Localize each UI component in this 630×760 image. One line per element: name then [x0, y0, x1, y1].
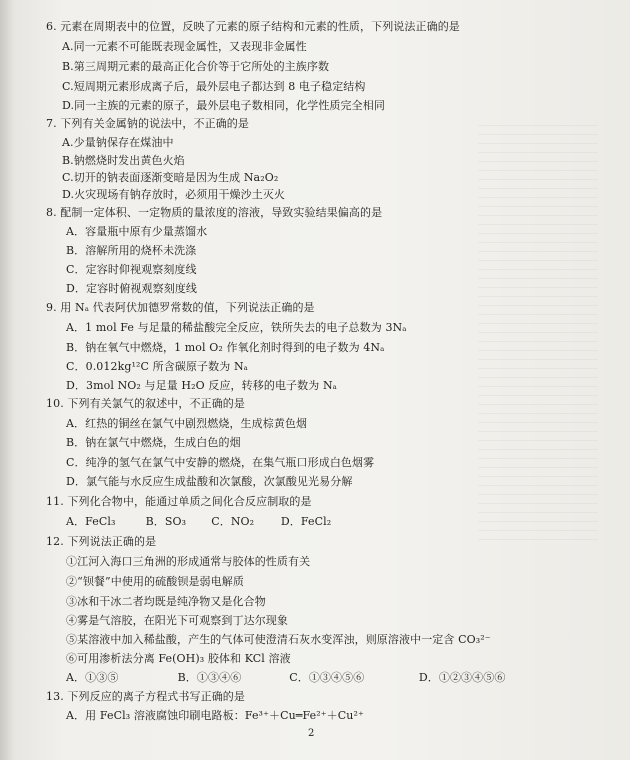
- question-6-option-a: A.同一元素不可能既表现金属性，又表现非金属性: [62, 40, 307, 53]
- question-6-stem: 6. 元素在周期表中的位置，反映了元素的原子结构和元素的性质，下列说法正确的是: [46, 20, 460, 33]
- question-11-option-b: B．SO₃: [145, 515, 187, 528]
- question-12-option-c: C．①③④⑤⑥: [289, 671, 365, 684]
- question-7-option-a: A.少量钠保存在煤油中: [62, 136, 174, 149]
- page-number: 2: [308, 728, 315, 739]
- question-9-option-d: D．3mol NO₂ 与足量 H₂O 反应，转移的电子数为 Nₐ: [66, 379, 338, 392]
- question-8-option-a: A．容量瓶中原有少量蒸馏水: [66, 225, 208, 238]
- question-10-option-b: B．钠在氯气中燃烧，生成白色的烟: [66, 436, 241, 449]
- question-10-option-c: C．纯净的氢气在氯气中安静的燃烧，在集气瓶口形成白色烟雾: [66, 456, 375, 469]
- question-12-options: [66, 671, 505, 685]
- question-8-option-b: B．溶解所用的烧杯未洗涤: [66, 244, 197, 257]
- question-6-option-b: B.第三周期元素的最高正化合价等于它所处的主族序数: [62, 60, 330, 73]
- question-8-stem: 8. 配制一定体积、一定物质的量浓度的溶液，导致实验结果偏高的是: [46, 206, 383, 219]
- question-12-statement-1: ①江河入海口三角洲的形成通常与胶体的性质有关: [66, 555, 311, 568]
- question-12-option-a: A．①③⑤: [66, 671, 119, 684]
- question-12-option-d: D．①②③④⑤⑥: [418, 671, 506, 684]
- question-12-option-b: B．①③④⑥: [177, 671, 242, 684]
- question-11-option-d: D．FeCl₂: [280, 515, 332, 528]
- question-10-option-a: A．红热的铜丝在氯气中剧烈燃烧，生成棕黄色烟: [66, 417, 308, 430]
- question-9-stem: 9. 用 Nₐ 代表阿伏加德罗常数的值，下列说法正确的是: [46, 301, 315, 314]
- question-9-option-c: C．0.012kg¹²C 所含碳原子数为 Nₐ: [66, 360, 249, 373]
- question-11-options: [66, 515, 331, 529]
- question-7-stem: 7. 下列有关金属钠的说法中，不正确的是: [46, 117, 249, 130]
- question-13-stem: 13. 下列反应的离子方程式书写正确的是: [46, 690, 245, 703]
- question-8-option-c: C．定容时仰视观察刻度线: [66, 263, 197, 276]
- question-12-statement-5: ⑤某溶液中加入稀盐酸，产生的气体可使澄清石灰水变浑浊，则原溶液中一定含 CO₃²⁻: [66, 633, 491, 646]
- question-10-option-d: D．氯气能与水反应生成盐酸和次氯酸，次氯酸见光易分解: [66, 475, 353, 488]
- question-11-option-c: C．NO₂: [211, 515, 255, 528]
- question-12-stem: 12. 下列说法正确的是: [46, 535, 157, 548]
- question-7-option-b: B.钠燃烧时发出黄色火焰: [62, 154, 185, 167]
- question-12-statement-3: ③冰和干冰二者均既是纯净物又是化合物: [66, 595, 266, 608]
- question-12-statement-2: ②“钡餐”中使用的硫酸钡是弱电解质: [66, 575, 244, 588]
- question-10-stem: 10. 下列有关氯气的叙述中，不正确的是: [46, 397, 245, 410]
- question-12-statement-4: ④雾是气溶胶，在阳光下可观察到丁达尔现象: [66, 614, 288, 627]
- question-7-option-c: C.切开的钠表面逐渐变暗是因为生成 Na₂O₂: [62, 171, 279, 184]
- question-8-option-d: D．定容时俯视观察刻度线: [66, 282, 198, 295]
- question-9-option-a: A．1 mol Fe 与足量的稀盐酸完全反应，铁所失去的电子总数为 3Nₐ: [66, 321, 407, 334]
- question-6-option-c: C.短周期元素形成离子后，最外层电子都达到 8 电子稳定结构: [62, 80, 366, 93]
- question-9-option-b: B．钠在氧气中燃烧，1 mol O₂ 作氧化剂时得到的电子数为 4Nₐ: [66, 341, 385, 354]
- question-11-stem: 11. 下列化合物中，能通过单质之间化合反应制取的是: [46, 495, 312, 508]
- question-7-option-d: D.火灾现场有钠存放时，必须用干燥沙土灭火: [62, 188, 286, 201]
- question-11-option-a: A．FeCl₃: [66, 515, 116, 528]
- question-12-statement-6: ⑥可用渗析法分离 Fe(OH)₃ 胶体和 KCl 溶液: [66, 652, 291, 665]
- question-6-option-d: D.同一主族的元素的原子，最外层电子数相同，化学性质完全相同: [62, 99, 385, 112]
- question-13-option-a: A．用 FeCl₃ 溶液腐蚀印刷电路板：Fe³⁺＋Cu═Fe²⁺＋Cu²⁺: [66, 709, 364, 722]
